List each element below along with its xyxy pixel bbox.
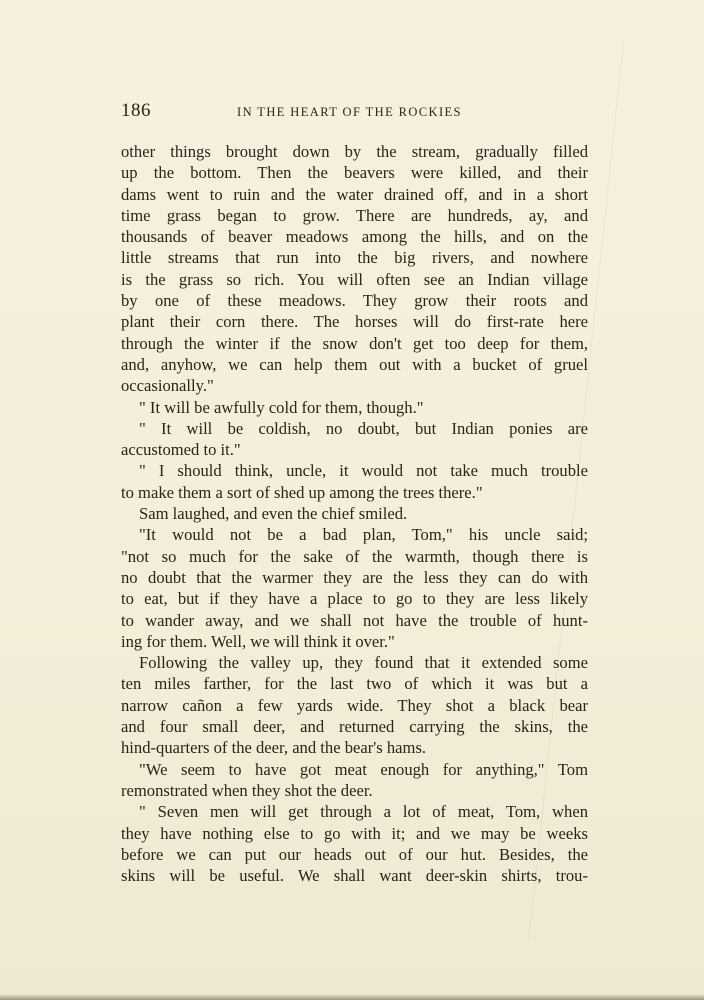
text-line: other things brought down by the stream, gradually filled bbox=[121, 142, 588, 161]
text-line: time grass began to grow. There are hundreds, ay, and bbox=[121, 205, 588, 225]
text-line: Following the valley up, they found that it extended some bbox=[139, 653, 588, 673]
text-line: occasionally." bbox=[121, 376, 214, 396]
text-line: ing for them. Well, we will think it over." bbox=[121, 631, 395, 651]
text-line: " I should think, uncle, it would not take much trouble bbox=[139, 461, 588, 481]
text-line: hind-quarters of the deer, and the bear's hams. bbox=[121, 738, 427, 758]
text-line: " It will be coldish, no doubt, but Indian ponies are bbox=[139, 418, 588, 438]
text-line: by one of these meadows. They grow their roots and bbox=[121, 291, 588, 311]
text-line: "not so much for the sake of the warmth, though there is bbox=[121, 546, 588, 566]
text-line: plant their corn there. The horses will do first-rate here bbox=[121, 312, 588, 332]
page-number: 186 bbox=[121, 100, 151, 121]
text-line: they have nothing else to go with it; and we may be weeks bbox=[121, 823, 588, 843]
text-line: "It would not be a bad plan, Tom," his uncle said; bbox=[139, 525, 588, 545]
text-line: through the winter if the snow don't get too deep for them, bbox=[121, 333, 588, 353]
text-line: no doubt that the warmer they are the less they can do with bbox=[121, 567, 588, 587]
text-line: " It will be awfully cold for them, though." bbox=[139, 397, 424, 417]
text-line: thousands of beaver meadows among the hills, and on the bbox=[121, 227, 588, 247]
text-line: " Seven men will get through a lot of meat, Tom, when bbox=[139, 802, 588, 822]
text-line: accustomed to it." bbox=[121, 440, 241, 460]
text-line: skins will be useful. We shall want deer-skin shirts, trou- bbox=[121, 866, 588, 886]
text-line: and four small deer, and returned carrying the skins, the bbox=[121, 717, 588, 737]
text-line: Sam laughed, and even the chief smiled. bbox=[139, 504, 408, 524]
page-bottom-edge bbox=[0, 994, 704, 1000]
text-line: to eat, but if they have a place to go to they are less likely bbox=[121, 589, 588, 609]
body-text bbox=[121, 141, 588, 886]
text-line: before we can put our heads out of our hut. Besides, the bbox=[121, 844, 588, 864]
text-line: and, anyhow, we can help them out with a bucket of gruel bbox=[121, 354, 588, 374]
text-line: ten miles farther, for the last two of which it was but a bbox=[121, 674, 588, 694]
text-line: to wander away, and we shall not have the trouble of hunt- bbox=[121, 610, 588, 630]
text-line: remonstrated when they shot the deer. bbox=[121, 780, 373, 800]
text-line: to make them a sort of shed up among the trees there." bbox=[121, 482, 483, 502]
text-line: narrow cañon a few yards wide. They shot a black bear bbox=[121, 695, 588, 715]
text-line: is the grass so rich. You will often see an Indian village bbox=[121, 269, 588, 289]
text-line: dams went to ruin and the water drained off, and in a short bbox=[121, 184, 588, 204]
running-head: IN THE HEART OF THE ROCKIES bbox=[237, 105, 462, 119]
text-line: "We seem to have got meat enough for anything," Tom bbox=[139, 759, 588, 779]
page-header bbox=[121, 100, 589, 126]
text-line: up the bottom. Then the beavers were killed, and their bbox=[121, 163, 588, 183]
text-line: little streams that run into the big rivers, and nowhere bbox=[121, 248, 588, 268]
